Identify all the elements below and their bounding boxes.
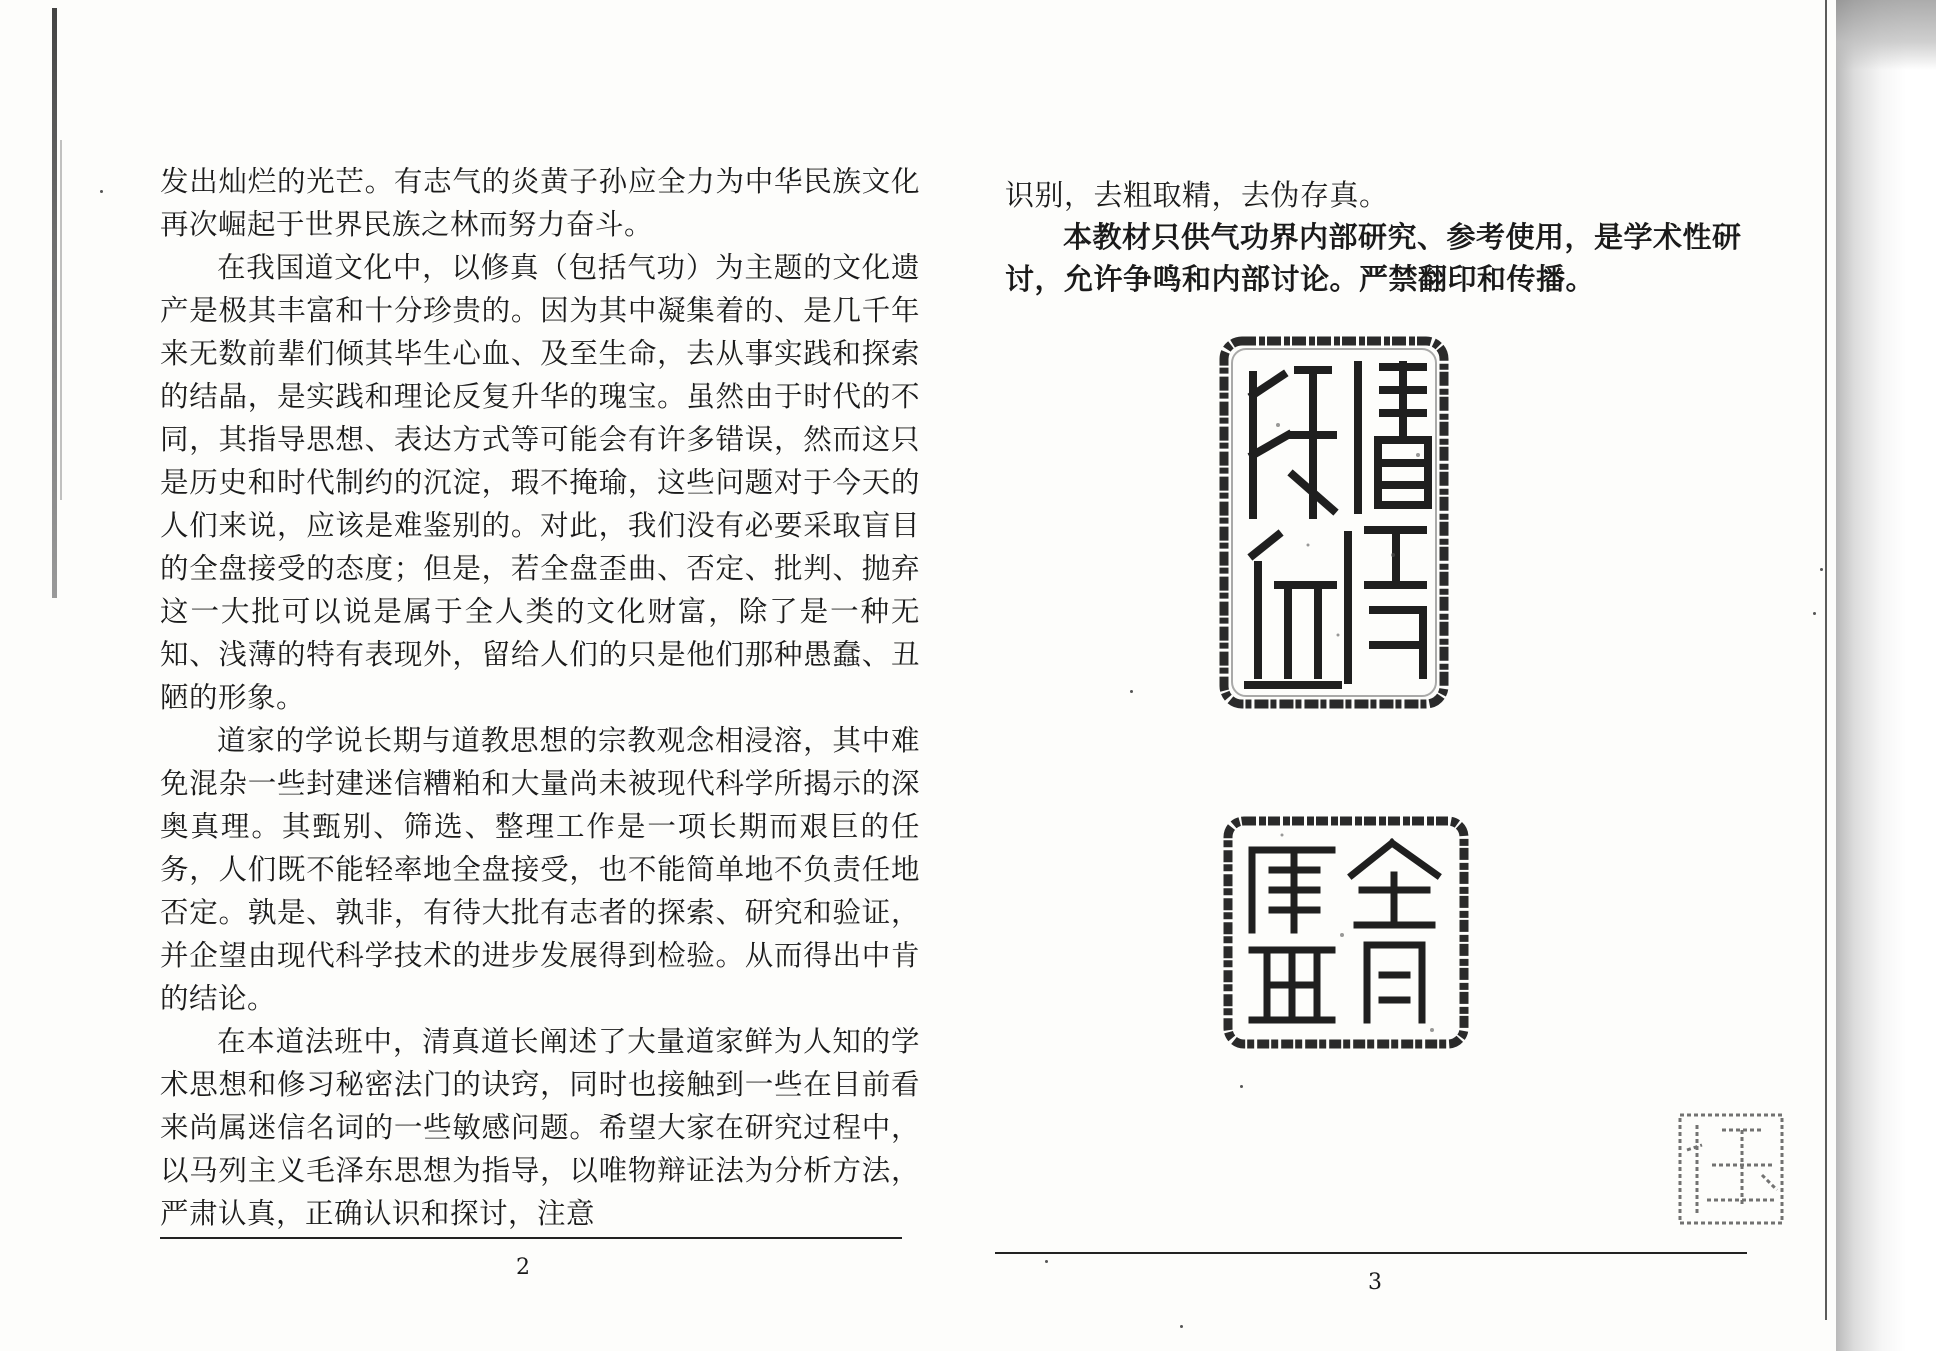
footer-rule bbox=[160, 1237, 902, 1239]
paragraph: 在本道法班中，清真道长阐述了大量道家鲜为人知的学术思想和修习秘密法门的诀窍，同时也接触到一些在目前看来尚属迷信名词的一些敏感问题。希望大家在研究过程中，以马列主义毛泽东思想为指导，以唯物辩证法为分析方法，严肃认真，正确认识和探讨，注意 bbox=[160, 1025, 920, 1230]
binding-line bbox=[1825, 0, 1827, 1320]
scan-speck bbox=[1130, 690, 1133, 693]
continuation-text: 识别，去粗取精，去伪存真。 bbox=[1005, 178, 1389, 212]
scan-shadow bbox=[1836, 0, 1936, 1351]
scan-shadow bbox=[1836, 0, 1936, 70]
scan-speck bbox=[1820, 568, 1823, 571]
faint-stamp bbox=[1672, 1105, 1790, 1230]
scan-edge-mark bbox=[52, 8, 57, 598]
scan-edge-mark bbox=[60, 140, 62, 500]
scan-speck bbox=[100, 190, 103, 193]
paragraph: 道家的学说长期与道教思想的宗教观念相浸溶，其中难免混杂一些封建迷信糟粕和大量尚未被现代科学所揭示的深奥真理。其甄别、筛选、整理工作是一项长期而艰巨的任务，人们既不能轻率地全盘接受，也不能简单地不负责任地否定。孰是、孰非，有待大批有志者的探索、研究和验证，并企望由现代科学技术的进步发展得到检验。从而得出中肯的结论。 bbox=[160, 724, 920, 1015]
scan-speck bbox=[1180, 1325, 1183, 1328]
scan-speck bbox=[1045, 1260, 1048, 1263]
scan-speck bbox=[1813, 612, 1816, 615]
seal-stamp-1 bbox=[1218, 335, 1450, 710]
left-body-text bbox=[160, 160, 920, 1235]
paragraph: 在我国道文化中，以修真（包括气功）为主题的文化遗产是极其丰富和十分珍贵的。因为其中凝集着的、是几千年来无数前辈们倾其毕生心血、及至生命，去从事实践和探索的结晶，是实践和理论反复升华的瑰宝。虽然由于时代的不同，其指导思想、表达方式等可能会有许多错误，然而这只是历史和时代制约的沉淀，瑕不掩瑜，这些问题对于今天的人们来说，应该是难鉴别的。对此，我们没有必要采取盲目的全盘接受的态度；但是，若全盘歪曲、否定、批判、抛弃这一大批可以说是属于全人类的文化财富，除了是一种无知、浅薄的特有表现外，留给人们的只是他们那种愚蠢、丑陋的形象。 bbox=[160, 251, 920, 714]
paragraph: 发出灿烂的光芒。有志气的炎黄子孙应全力为中华民族文化再次崛起于世界民族之林而努力奋斗。 bbox=[160, 165, 920, 241]
notice-text: 本教材只供气功界内部研究、参考使用，是学术性研讨，允许争鸣和内部讨论。严禁翻印和传播。 bbox=[1005, 220, 1742, 296]
scan-speck bbox=[1240, 1085, 1243, 1088]
right-body-text bbox=[1005, 174, 1775, 300]
page-number: 3 bbox=[1368, 1270, 1382, 1295]
seal-stamp-2 bbox=[1222, 815, 1470, 1050]
footer-rule bbox=[995, 1252, 1747, 1254]
page-number: 2 bbox=[516, 1255, 530, 1280]
